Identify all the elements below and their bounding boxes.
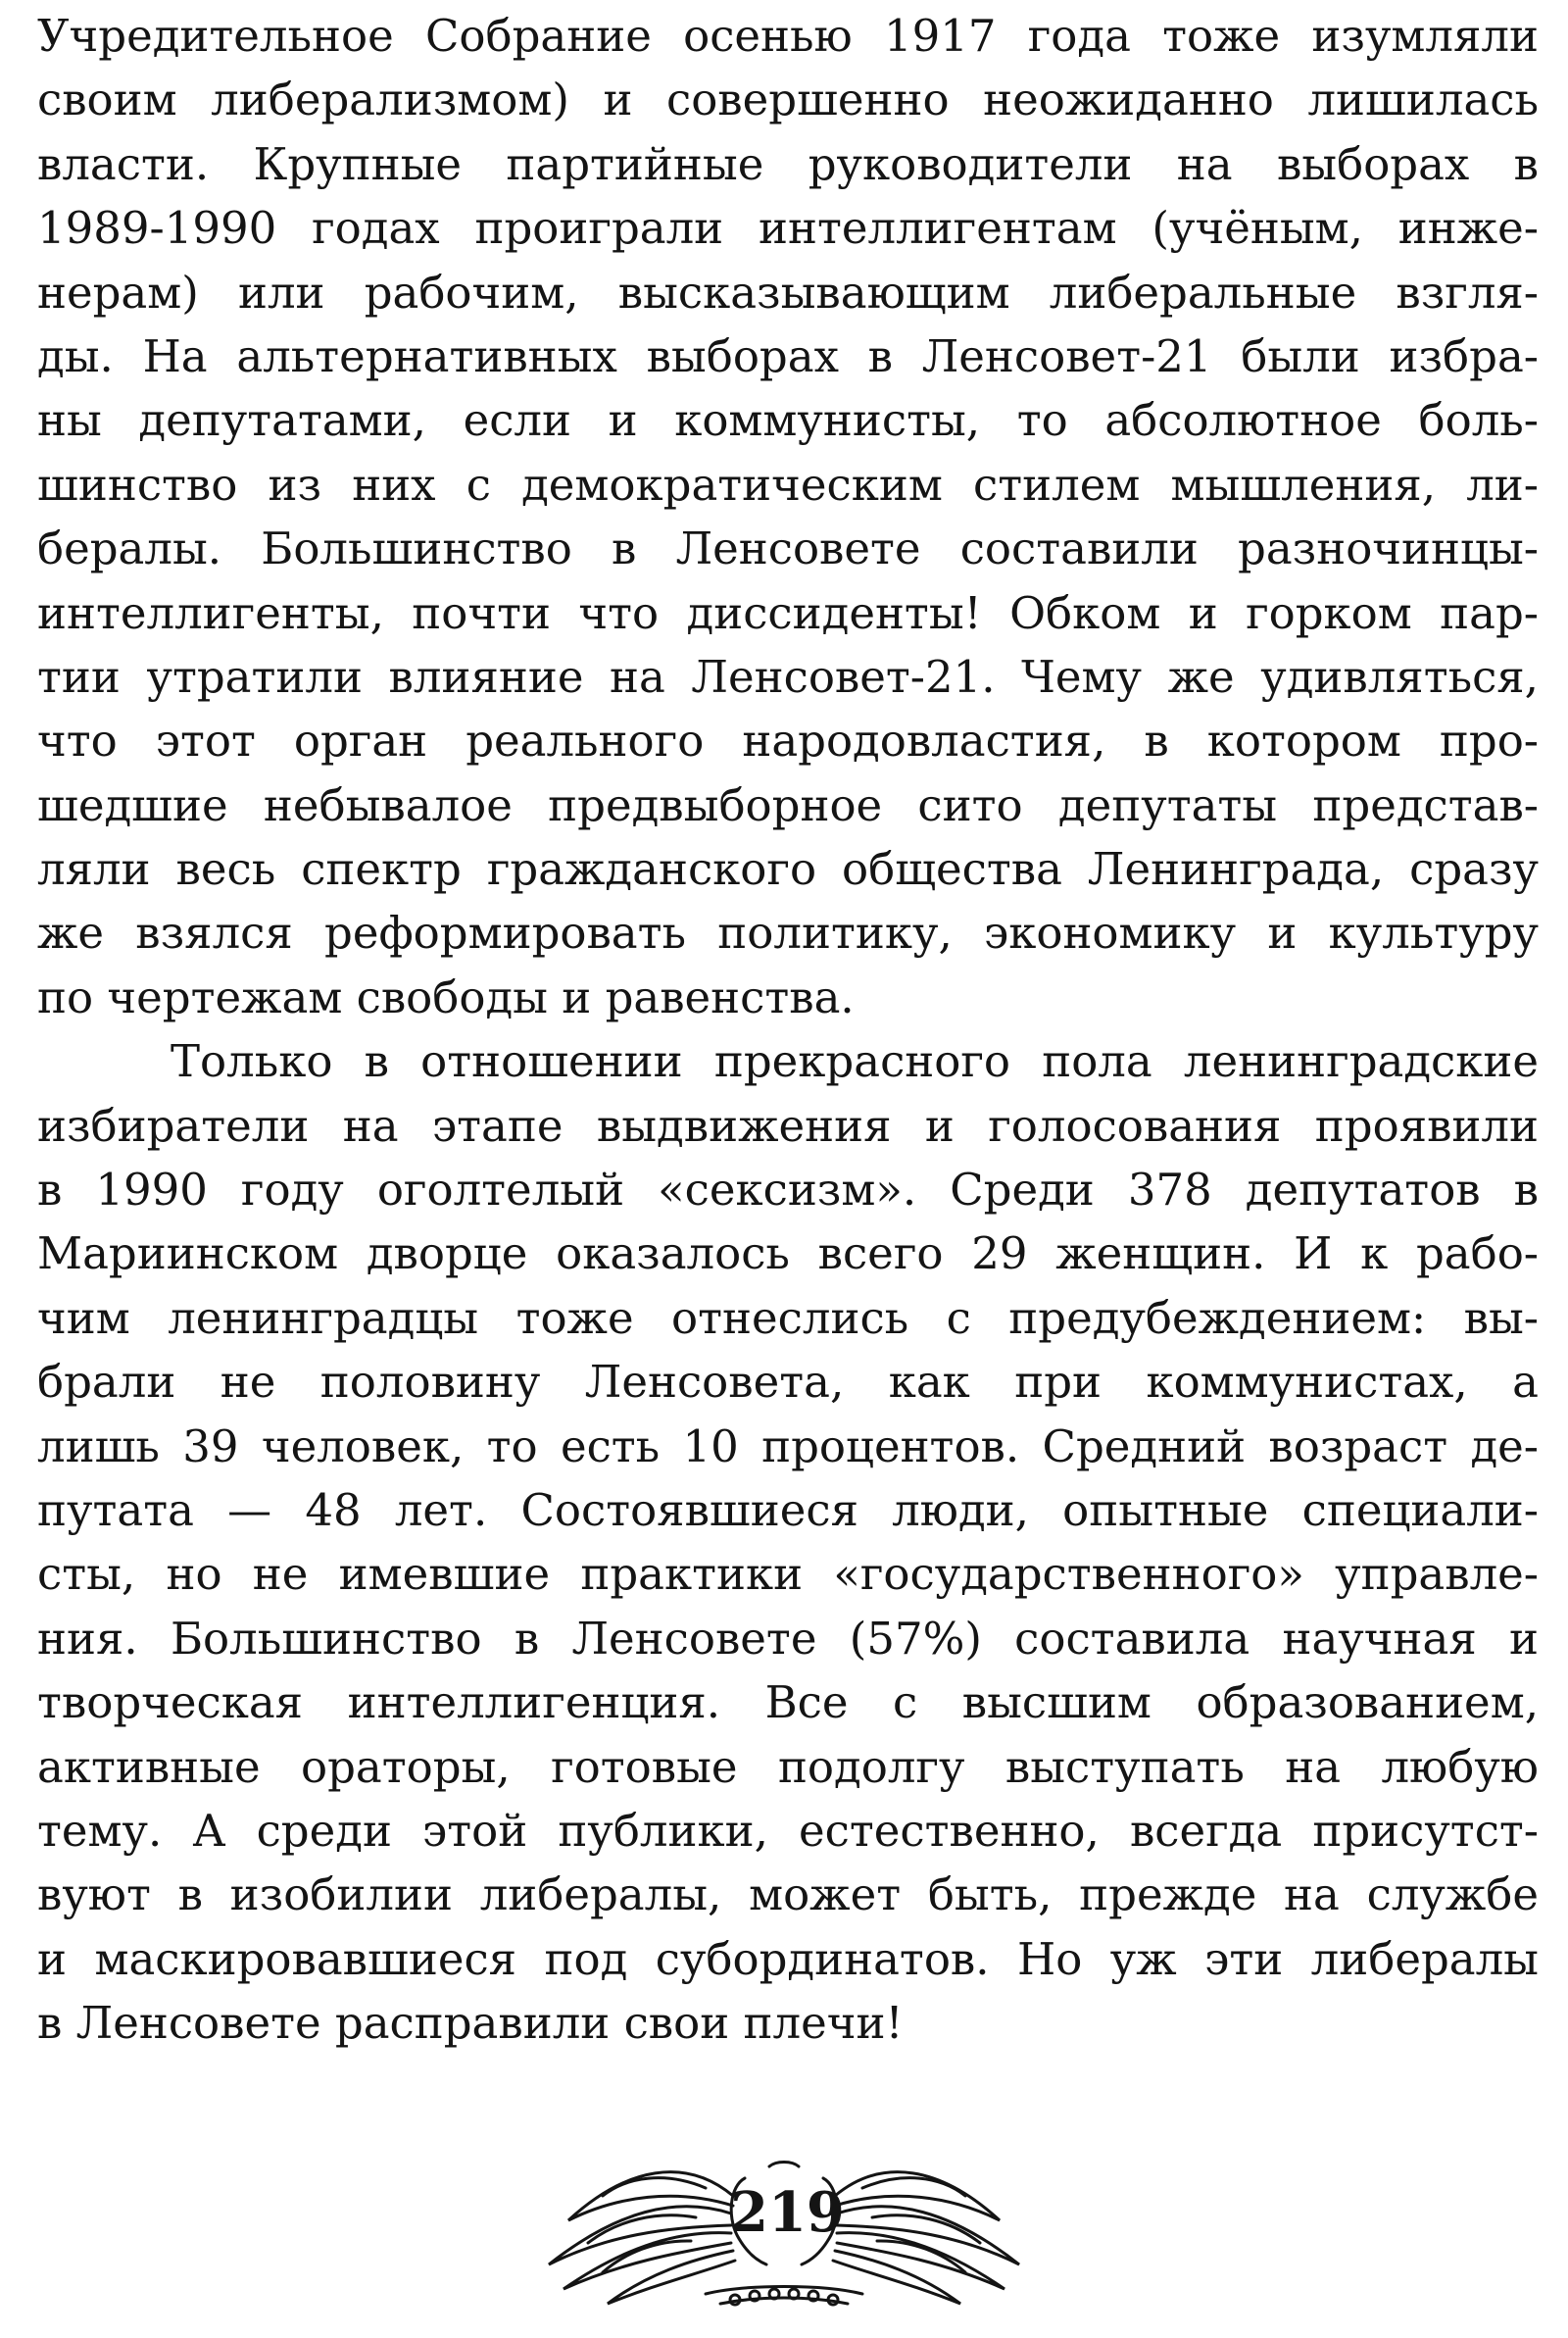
- text-line: что этот орган реального народовластия, в котором про-: [37, 715, 1539, 768]
- text-line: в 1990 году оголтелый «сексизм». Среди 378 депутатов в: [37, 1164, 1539, 1217]
- text-line: активные ораторы, готовые подолгу выступать на любую: [37, 1740, 1539, 1793]
- text-line: избиратели на этапе выдвижения и голосования проявили: [37, 1099, 1539, 1152]
- text-line: ны депутатами, если и коммунисты, то абсолютное боль-: [37, 394, 1539, 447]
- text-line: ния. Большинство в Ленсовете (57%) составила научная и: [37, 1612, 1539, 1665]
- text-line: шинство из них с демократическим стилем мышления, ли-: [37, 458, 1539, 511]
- text-line: в Ленсовете расправили свои плечи!: [37, 1997, 904, 2050]
- text-line: Только в отношении прекрасного пола ленинградские: [171, 1035, 1539, 1088]
- page-number: 219: [730, 2180, 845, 2245]
- text-line: бералы. Большинство в Ленсовете составили разночинцы-: [37, 522, 1539, 575]
- text-line: ды. На альтернативных выборах в Ленсовет-21 были избра-: [37, 329, 1539, 382]
- text-line: своим либерализмом) и совершенно неожиданно лишилась: [37, 74, 1539, 126]
- text-line: Мариинском дворце оказалось всего 29 женщин. И к рабо-: [37, 1227, 1539, 1280]
- text-line: и маскировавшиеся под субординатов. Но уж эти либералы: [37, 1932, 1539, 1985]
- text-line: нерам) или рабочим, высказывающим либеральные взгля-: [37, 266, 1539, 319]
- text-line: лишь 39 человек, то есть 10 процентов. Средний возраст де-: [37, 1419, 1539, 1472]
- text-line: Учредительное Собрание осенью 1917 года тоже изумляли: [37, 10, 1539, 62]
- text-line: сты, но не имевшие практики «государственного» управле-: [37, 1548, 1539, 1601]
- text-line: творческая интеллигенция. Все с высшим образованием,: [37, 1676, 1539, 1729]
- text-line: 1989-1990 годах проиграли интеллигентам (учёным, инже-: [37, 202, 1539, 255]
- body-text: [37, 4, 1539, 2056]
- text-line: ляли весь спектр гражданского общества Ленинграда, сразу: [37, 843, 1539, 896]
- text-line: тии утратили влияние на Ленсовет-21. Чему же удивляться,: [37, 650, 1539, 703]
- text-line: по чертежам свободы и равенства.: [37, 970, 855, 1023]
- text-line: власти. Крупные партийные руководители на выборах в: [37, 137, 1539, 190]
- paragraph-2: [37, 1029, 1539, 2055]
- text-line: брали не половину Ленсовета, как при коммунистах, а: [37, 1356, 1539, 1409]
- text-line: чим ленинградцы тоже отнеслись с предубеждением: вы-: [37, 1291, 1539, 1344]
- text-line: путата — 48 лет. Состоявшиеся люди, опытные специали-: [37, 1483, 1539, 1536]
- text-line: же взялся реформировать политику, экономику и культуру: [37, 907, 1539, 960]
- paragraph-1: [37, 4, 1539, 1029]
- page-footer: [510, 2127, 1058, 2323]
- text-line: интеллигенты, почти что диссиденты! Обком и горком пар-: [37, 586, 1539, 639]
- text-line: шедшие небывалое предвыборное сито депутаты представ-: [37, 778, 1539, 831]
- text-line: тему. А среди этой публики, естественно, всегда присутст-: [37, 1804, 1539, 1857]
- text-line: вуют в изобилии либералы, может быть, прежде на службе: [37, 1868, 1539, 1921]
